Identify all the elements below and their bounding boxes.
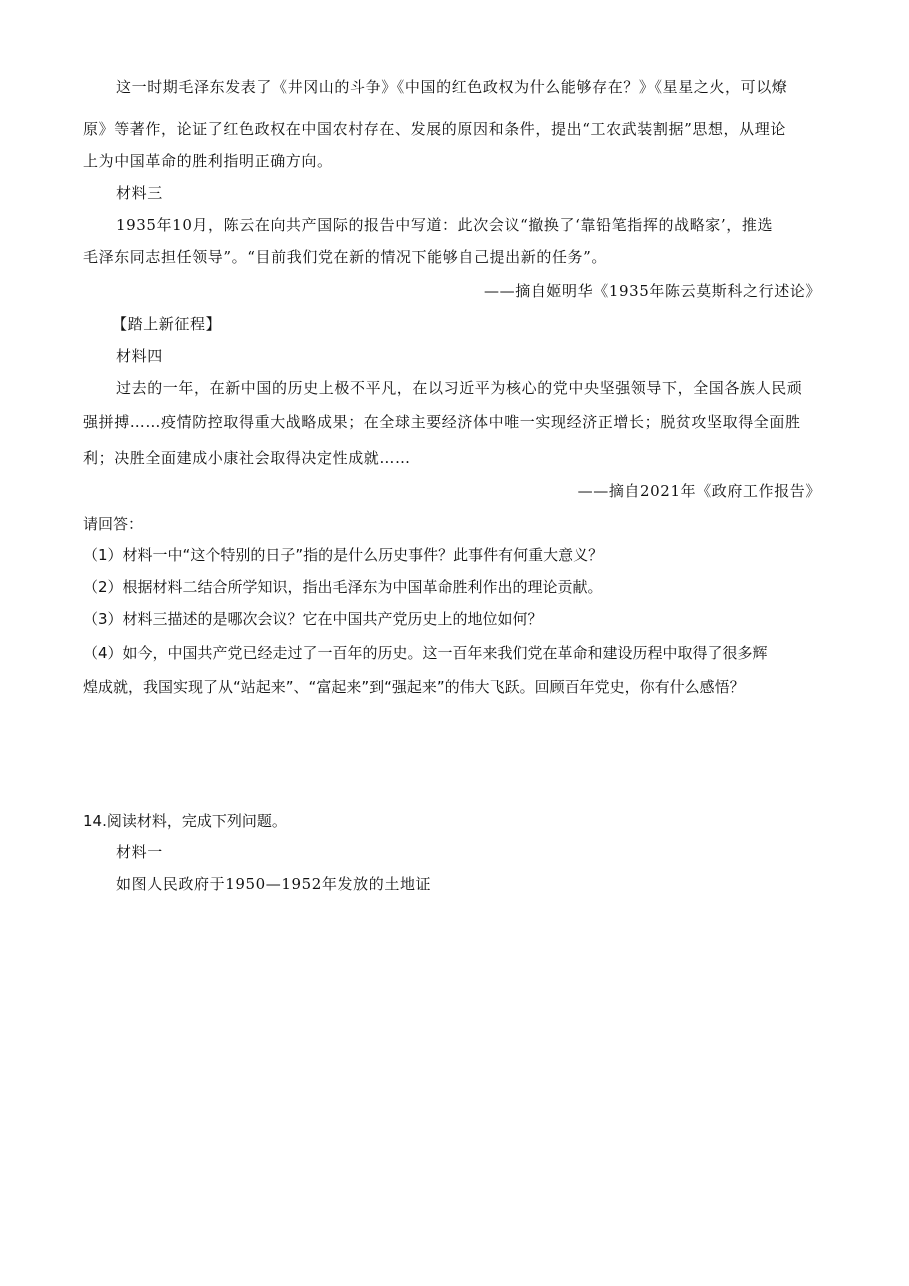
question-1: （1）材料一中“这个特别的日子”指的是什么历史事件？此事件有何重大意义？ xyxy=(83,546,604,564)
question-14-material-1-label: 材料一 xyxy=(116,843,163,861)
material-4-line-2: 强拼搏……疫情防控取得重大战略成果；在全球主要经济体中唯一实现经济正增长；脱贫攻坚取得全面胜 xyxy=(83,413,801,431)
material-3-line-1: 1935年10月，陈云在向共产国际的报告中写道：此次会议“撤换了‘靠铅笔指挥的战略家’，推选 xyxy=(116,216,774,234)
question-4-line-1: （4）如今，中国共产党已经走过了一百年的历史。这一百年来我们党在革命和建设历程中取得了很多辉 xyxy=(83,644,768,662)
material-4-line-3: 利；决胜全面建成小康社会取得决定性成就…… xyxy=(83,449,411,467)
mao-paragraph-line-3: 上为中国革命的胜利指明正确方向。 xyxy=(83,152,333,170)
material-3-line-2: 毛泽东同志担任领导”。“目前我们党在新的情况下能够自己提出新的任务”。 xyxy=(83,248,608,266)
section-heading-new-journey: 【踏上新征程】 xyxy=(112,315,222,333)
mao-paragraph-line-1: 这一时期毛泽东发表了《井冈山的斗争》《中国的红色政权为什么能够存在？》《星星之火，可以燎 xyxy=(116,78,788,96)
material-3-source: ——摘自姬明华《1935年陈云莫斯科之行述论》 xyxy=(484,282,821,300)
question-14-title: 14.阅读材料，完成下列问题。 xyxy=(83,812,287,830)
question-14-material-1-text: 如图人民政府于1950—1952年发放的土地证 xyxy=(116,875,432,893)
mao-paragraph-line-2: 原》等著作，论证了红色政权在中国农村存在、发展的原因和条件，提出“工农武装割据”思想，从理论 xyxy=(83,120,786,138)
material-4-source: ——摘自2021年《政府工作报告》 xyxy=(577,482,821,500)
material-4-line-1: 过去的一年，在新中国的历史上极不平凡，在以习近平为核心的党中央坚强领导下，全国各族人民顽 xyxy=(116,379,803,397)
question-2: （2）根据材料二结合所学知识，指出毛泽东为中国革命胜利作出的理论贡献。 xyxy=(83,578,603,596)
material-3-label: 材料三 xyxy=(116,184,163,202)
questions-intro: 请回答： xyxy=(83,515,144,533)
material-4-label: 材料四 xyxy=(116,347,163,365)
question-4-line-2: 煌成就，我国实现了从“站起来”、“富起来”到“强起来”的伟大飞跃。回顾百年党史，你有什么感悟？ xyxy=(83,678,745,696)
question-3: （3）材料三描述的是哪次会议？它在中国共产党历史上的地位如何？ xyxy=(83,610,543,628)
